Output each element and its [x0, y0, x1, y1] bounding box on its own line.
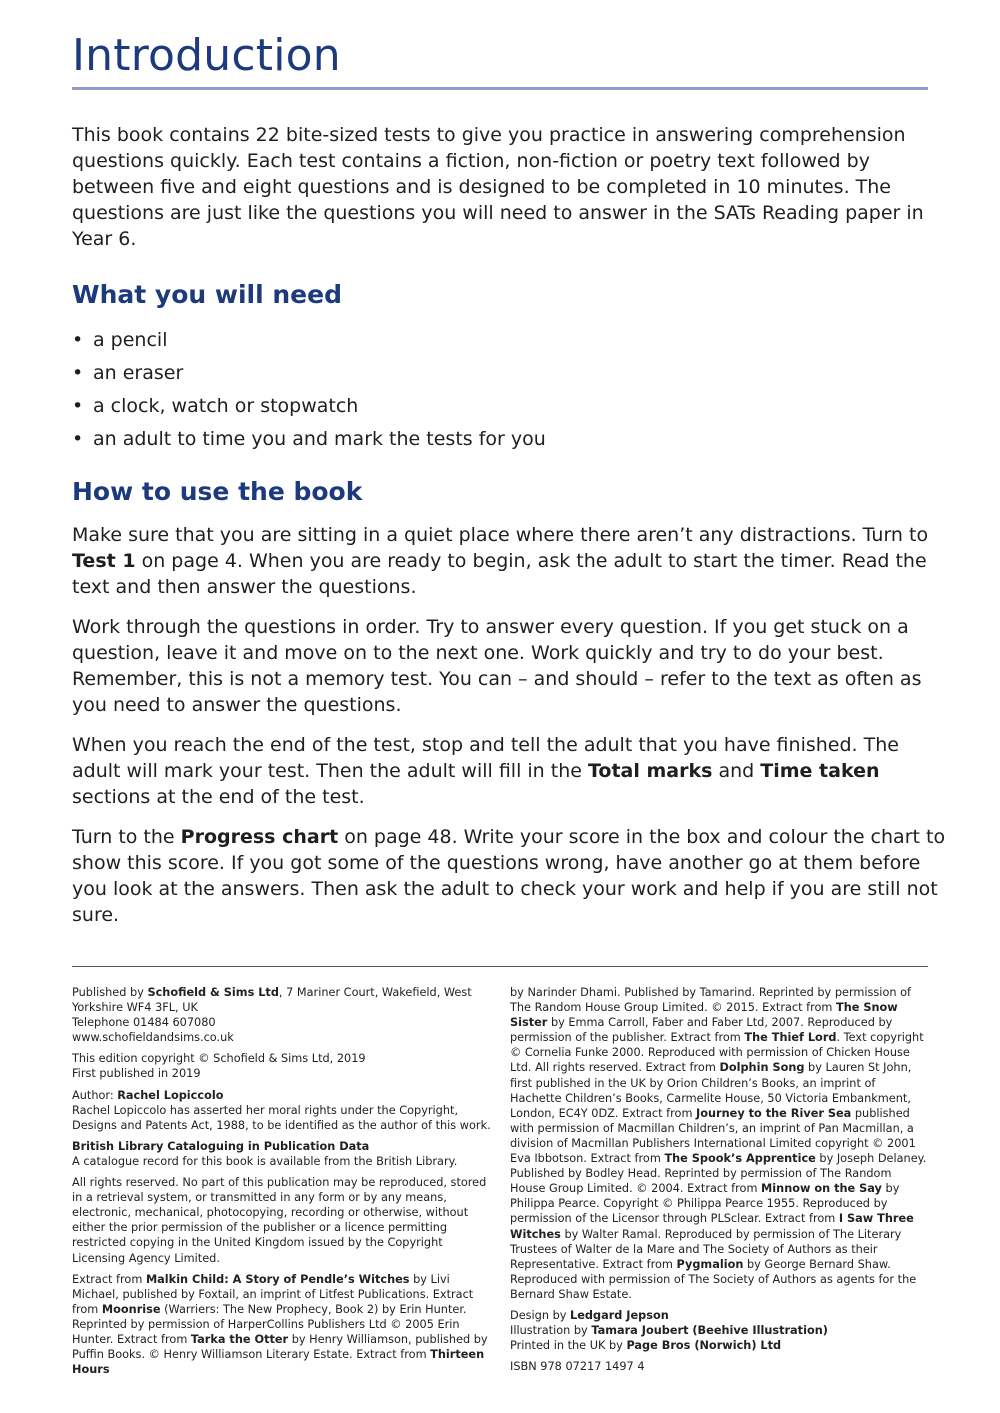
list-item: • a pencil — [72, 324, 546, 357]
colophon-right — [510, 985, 930, 1380]
publisher-info: Published by Schofield & Sims Ltd, 7 Mariner Court, Wakefield, West Yorkshire WF4 3FL, UK Telephone 01484 607080 www.schofieldandsims.co.uk — [72, 986, 472, 1045]
production-credits: Design by Ledgard Jepson Illustration by Tamara Joubert (Beehive Illustration) Printed in the UK by Page Bros (Norwich) Ltd — [510, 1308, 828, 1353]
rights-notice: All rights reserved. No part of this publication may be reproduced, stored in a retrieval system, or transmitted in any form or by any means, electronic, mechanical, photocopying, recording or otherwise, without either the prior permission of the publisher or a licence permitting restricted copying in the United Kingdom issued by the Copyright Licensing Agency Limited. — [72, 1176, 487, 1265]
howto-paragraph: Turn to the Progress chart on page 48. Write your score in the box and colour the chart to show this score. If you got some of the questions wrong, have another go at them before you look at the answers. Then ask the adult to check your work and help if you are still not sure. — [72, 826, 946, 926]
edition-info: This edition copyright © Schofield & Sims Ltd, 2019 First published in 2019 — [72, 1052, 366, 1081]
need-heading: What you will need — [72, 280, 342, 309]
howto-section — [72, 522, 952, 942]
howto-paragraph: Work through the questions in order. Try to answer every question. If you get stuck on a question, leave it and move on to the next one. Work quickly and try to do your best. Remember, this is not a memory test. You can – and should – refer to the text as often as you need to answer the questions. — [72, 616, 922, 716]
colophon-left — [72, 985, 498, 1383]
bullet-icon: • — [72, 362, 84, 384]
howto-paragraph: When you reach the end of the test, stop and tell the adult that you have finished. The adult will mark your test. Then the adult will fill in the Total marks and Time taken sections at the end of the test. — [72, 734, 899, 808]
page-title: Introduction — [72, 30, 341, 81]
extracts-credits: Extract from Malkin Child: A Story of Pendle’s Witches by Livi Michael, published by Foxtail, an imprint of Litfest Publications. Extract from Moonrise (Warriers: The New Prophecy, Book 2) by Erin Hunter. Reprinted by permission of HarperCollins Publishers Ltd © 2005 Erin Hunter. Extract from Tarka the Otter by Henry Williamson, published by Puffin Books. © Henry Williamson Literary Estate. Extract from Thirteen Hours — [72, 1272, 488, 1377]
extracts-credits-cont: by Narinder Dhami. Published by Tamarind. Reprinted by permission of The Random House Group Limited. © 2015. Extract from The Snow Sister by Emma Carroll, Faber and Faber Ltd, 2007. Reproduced by permission of the publisher. Extract from The Thief Lord. Text copyright © Cornelia Funke 2000. Reproduced with permission of Chicken House Ltd. All rights reserved. Extract from Dolphin Song by Lauren St John, first published in the UK by Orion Children’s Books, an imprint of Hachette Children’s Books, Carmelite House, 50 Victoria Embankment, London, EC4Y 0DZ. Extract from Journey to the River Sea published with permission of Macmillan Children’s, an imprint of Pan Macmillan, a division of Macmillan Publishers International Limited copyright © 2001 Eva Ibbotson. Extract from The Spook’s Apprentice by Joseph Delaney. Published by Bodley Head. Reprinted by permission of The Random House Group Limited. © 2004. Extract from Minnow on the Say by Philippa Pearce. Copyright © Philippa Pearce 1955. Reproduced by permission of the Licensor through PLSclear. Extract from I Saw Three Witches by Walter Ramal. Reproduced by permission of The Literary Trustees of Walter de la Mare and The Society of Authors as their Representative. Extract from Pygmalion by George Bernard Shaw. Reproduced with permission of The Society of Authors as agents for the Bernard Shaw Estate. — [510, 986, 927, 1301]
isbn: ISBN 978 07217 1497 4 — [510, 1360, 645, 1374]
list-item: • an eraser — [72, 357, 546, 390]
cip-info: British Library Cataloguing in Publication Data A catalogue record for this book is available from the British Library. — [72, 1139, 458, 1168]
title-rule — [72, 87, 928, 90]
list-item: • an adult to time you and mark the tests for you — [72, 423, 546, 456]
bullet-icon: • — [72, 428, 84, 450]
bullet-icon: • — [72, 329, 84, 351]
howto-heading: How to use the book — [72, 477, 363, 506]
colophon-rule — [72, 966, 928, 967]
bullet-icon: • — [72, 395, 84, 417]
howto-paragraph: Make sure that you are sitting in a quiet place where there aren’t any distractions. Turn to Test 1 on page 4. When you are ready to begin, ask the adult to start the timer. Read the text and then answer the questions. — [72, 524, 929, 598]
list-item: • a clock, watch or stopwatch — [72, 390, 546, 423]
author-info: Author: Rachel Lopiccolo Rachel Lopiccolo has asserted her moral rights under the Copyright, Designs and Patents Act, 1988, to be identified as the author of this work. — [72, 1088, 491, 1132]
need-list — [72, 324, 546, 456]
intro-paragraph: This book contains 22 bite-sized tests to give you practice in answering comprehension questions quickly. Each test contains a fiction, non-fiction or poetry text followed by between five and eight questions and is designed to be completed in 10 minutes. The questions are just like the questions you will need to answer in the SATs Reading paper in Year 6. — [72, 124, 924, 250]
